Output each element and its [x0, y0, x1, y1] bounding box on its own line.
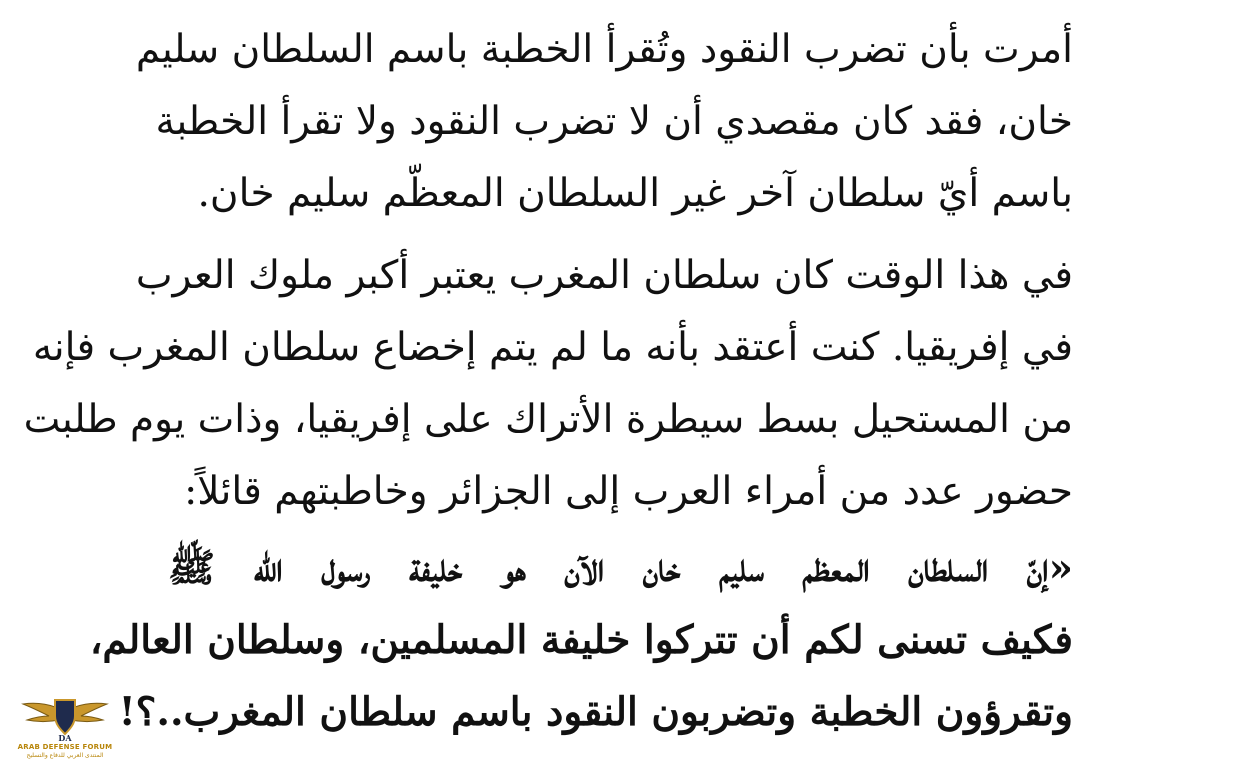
text-line-7: حضور عدد من أمراء العرب إلى الجزائر وخاطبتهم قائلاً:	[184, 469, 1073, 514]
quote-line-2: فكيف تسنى لكم أن تتركوا خليفة المسلمين، وسلطان العالم،	[89, 617, 1073, 663]
text-line-2: خان، فقد كان مقصدي أن لا تضرب النقود ولا تقرأ الخطبة	[155, 99, 1073, 144]
text-line-6: من المستحيل بسط سيطرة الأتراك على إفريقيا، وذات يوم طلبت	[23, 397, 1073, 442]
text-line-5: في إفريقيا. كنت أعتقد بأنه ما لم يتم إخضاع سلطان المغرب فإنه	[32, 325, 1073, 370]
watermark-badge: DA	[58, 733, 72, 743]
text-line-4: في هذا الوقت كان سلطان المغرب يعتبر أكبر ملوك العرب	[135, 253, 1073, 298]
text-line-1: أمرت بأن تضرب النقود وتُقرأ الخطبة باسم السلطان سليم	[135, 27, 1073, 72]
quote-line-3: وتقرؤون الخطبة وتضربون النقود باسم سلطان المغرب..؟!	[118, 689, 1073, 735]
eagle-emblem-icon	[19, 690, 111, 742]
quote-line-1: «إنّ السلطان المعظم سليم خان الآن هو خليفة رسول الله ﷺ	[168, 545, 1073, 591]
text-line-3: باسم أيّ سلطان آخر غير السلطان المعظّم سليم خان.	[197, 171, 1073, 216]
forum-watermark-logo	[6, 690, 124, 768]
watermark-subtitle: المنتدى العربي للدفاع والتسليح	[26, 752, 104, 759]
watermark-name: ARAB DEFENSE FORUM	[17, 743, 113, 751]
